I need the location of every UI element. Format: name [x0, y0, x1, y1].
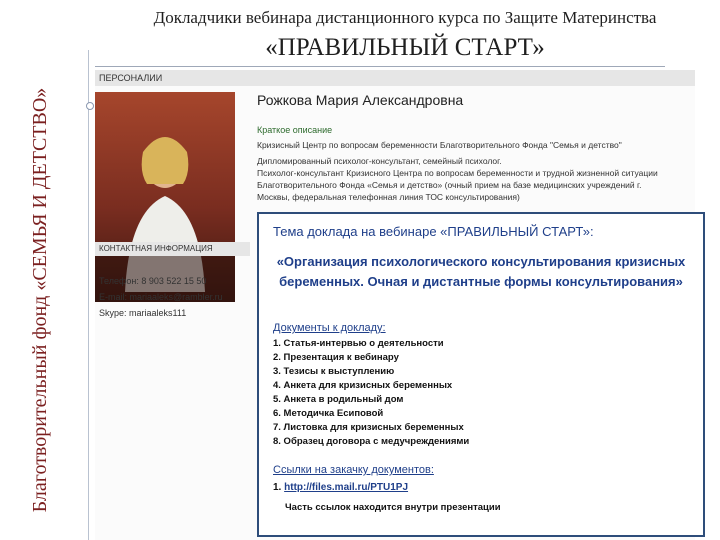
- description-line: Благотворительного Фонда «Семья и детство» (очный прием на базе медицинских учреждений г.: [257, 180, 642, 190]
- profile-name: Рожкова Мария Александровна: [257, 92, 464, 108]
- document-item: 5. Анкета в родильный дом: [273, 394, 404, 405]
- contact-email: E-mail: mariaaleks@rambler.ru: [99, 292, 223, 302]
- document-item: 4. Анкета для кризисных беременных: [273, 380, 453, 391]
- header-divider: [95, 66, 665, 67]
- document-item: 7. Листовка для кризисных беременных: [273, 422, 464, 433]
- section-label: ПЕРСОНАЛИИ: [95, 70, 695, 86]
- header-subtitle: Докладчики вебинара дистанционного курса по Защите Материнства: [153, 8, 657, 27]
- download-links-heading: Ссылки на закачку документов:: [273, 464, 434, 476]
- report-topic: «Организация психологического консультирования кризисных беременных. Очная и дистантные формы консультирования»: [276, 254, 686, 289]
- header-title: «ПРАВИЛЬНЫЙ СТАРТ»: [265, 34, 545, 61]
- decorative-circle-icon: [86, 102, 94, 110]
- description-line: Психолог-консультант Кризисного Центра по вопросам беременности и трудной жизненной ситуации: [257, 168, 658, 178]
- side-vertical-text: Благотворительный фонд «СЕМЬЯ И ДЕТСТВО»: [29, 87, 51, 513]
- person-silhouette-icon: [95, 92, 235, 302]
- document-item: 8. Образец договора с медучреждениями: [273, 436, 470, 447]
- document-item: 6. Методичка Есиповой: [273, 408, 384, 419]
- download-link-row: [273, 482, 408, 493]
- links-note: Часть ссылок находится внутри презентации: [285, 502, 501, 513]
- contact-skype: Skype: mariaaleks111: [99, 308, 187, 318]
- document-item: 1. Статья-интервью о деятельности: [273, 338, 444, 349]
- description-line: Кризисный Центр по вопросам беременности Благотворительного Фонда "Семья и детство": [257, 140, 622, 150]
- decorative-line: [88, 50, 89, 540]
- report-info-panel: [257, 212, 705, 537]
- document-item: 2. Презентация к вебинару: [273, 352, 399, 363]
- documents-heading: Документы к докладу:: [273, 322, 386, 334]
- description-line: Дипломированный психолог-консультант, семейный психолог.: [257, 156, 502, 166]
- contacts-label: КОНТАКТНАЯ ИНФОРМАЦИЯ: [95, 242, 250, 256]
- short-description-heading: Краткое описание: [257, 125, 333, 135]
- report-topic-heading: Тема доклада на вебинаре «ПРАВИЛЬНЫЙ СТАРТ»:: [273, 224, 594, 239]
- side-banner: [0, 65, 80, 535]
- download-link[interactable]: http://files.mail.ru/PTU1PJ: [284, 482, 409, 493]
- document-item: 3. Тезисы к выступлению: [273, 366, 395, 377]
- profile-photo: [95, 92, 235, 302]
- contact-phone: Телефон: 8 903 522 15 50: [99, 276, 207, 286]
- description-line: Москвы, федеральная телефонная линия ТОС консультирования): [257, 192, 520, 202]
- link-number: 1.: [273, 482, 282, 493]
